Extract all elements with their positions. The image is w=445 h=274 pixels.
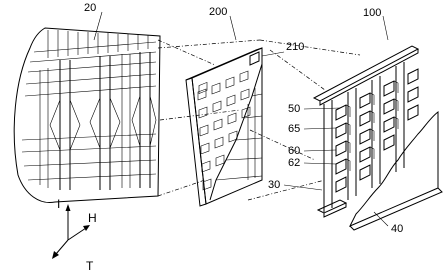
label-200: 200 [209, 6, 228, 18]
assembly-100 [314, 46, 442, 230]
leader-lines [230, 16, 388, 226]
label-40: 40 [391, 223, 404, 235]
label-20: 20 [84, 2, 97, 14]
orientation-axes [52, 197, 97, 273]
label-30: 30 [268, 179, 281, 191]
label-65: 65 [288, 123, 301, 135]
axis-vertical-arrow [66, 204, 71, 211]
label-50: 50 [288, 103, 301, 115]
axis-horizontal-arrow [83, 225, 90, 231]
lattice-detail-view [14, 12, 160, 203]
label-62: 62 [288, 157, 301, 169]
label-100: 100 [363, 7, 382, 19]
axis-label-transverse: T [86, 259, 94, 273]
panel-200 [186, 48, 262, 206]
axis-label-horizontal: H [88, 211, 97, 225]
axis-label-vertical: I [57, 197, 61, 211]
label-60: 60 [288, 145, 301, 157]
label-210: 210 [286, 41, 305, 53]
